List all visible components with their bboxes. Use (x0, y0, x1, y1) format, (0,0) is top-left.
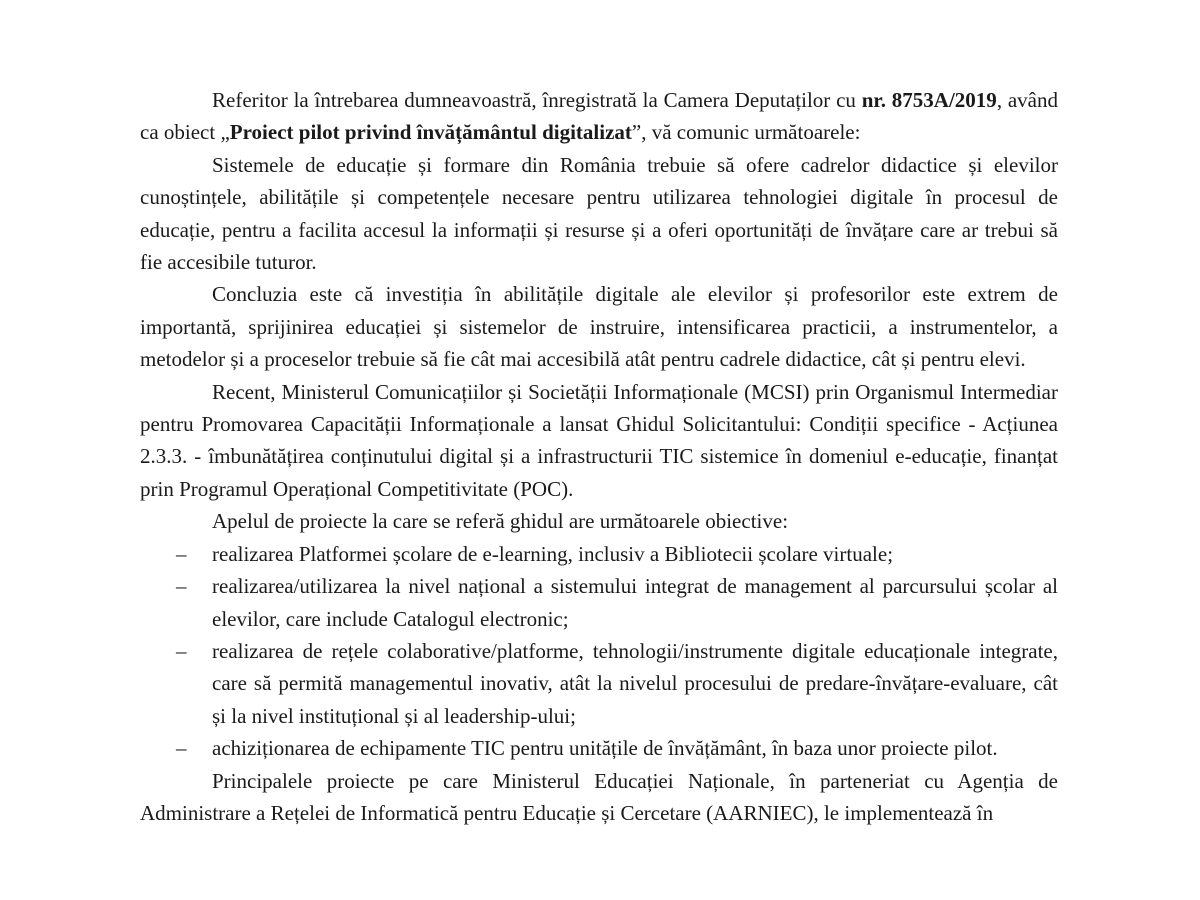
paragraph-mcsi-guide: Recent, Ministerul Comunicațiilor și Societății Informaționale (MCSI) prin Organismul Intermediar pentru Promovarea Capacității Informaționale a lansat Ghidul Solicitantului: Condiții specifice - Acțiunea 2.3.3. - îmbunătățirea conținutului digital și a infrastructurii TIC sistemice în domeniul e-educație, finanțat prin Programul Operațional Competitivitate (POC). (140, 379, 1058, 501)
question-subject: Proiect pilot privind învățământul digitalizat (229, 120, 632, 145)
objective-item (140, 732, 1058, 764)
objective-item (140, 570, 1058, 635)
intro-paragraph (140, 84, 1058, 149)
objective-item (140, 635, 1058, 732)
objective-text: realizarea Platformei școlare de e-learning, inclusiv a Bibliotecii școlare virtuale; (212, 541, 894, 566)
dash-bullet-icon: – (176, 574, 187, 599)
paragraph-education-systems: Sistemele de educație și formare din România trebuie să ofere cadrelor didactice și elevilor cunoștințele, abilitățile și competențele necesare pentru utilizarea tehnologiei digitale în procesul de educație, pentru a facilita accesul la informații și resurse și a oferi oportunități de învățare care ar trebui să fie accesibile tuturor. (140, 152, 1058, 275)
paragraph-main-projects: Principalele proiecte pe care Ministerul Educației Naționale, în parteneriat cu Agenția de Administrare a Rețelei de Informatică pentru Educație și Cercetare (AARNIEC), le implementează în (140, 768, 1058, 825)
intro-suffix: ”, vă comunic următoarele: (631, 120, 861, 145)
objective-text: realizarea de rețele colaborative/platforme, tehnologii/instrumente digitale educaționale integrate, care să permită managementul inovativ, atât la nivelul procesului de predare-învățare-evaluare, cât și la nivel instituțional și al leadership-ului; (212, 638, 1058, 728)
intro-prefix: Referitor la întrebarea dumneavoastră, înregistrată la Camera Deputaților cu (212, 88, 856, 112)
objective-text: realizarea/utilizarea la nivel național a sistemului integrat de management al parcursului școlar al elevilor, care include Catalogul electronic; (212, 574, 1058, 631)
objective-text: achiziționarea de echipamente TIC pentru unitățile de învățământ, în baza unor proiecte pilot. (212, 736, 998, 761)
objective-item (140, 538, 1058, 570)
dash-bullet-icon: – (176, 736, 187, 761)
dash-bullet-icon: – (176, 541, 187, 566)
document-page (140, 84, 1058, 829)
dash-bullet-icon: – (176, 638, 187, 663)
objectives-list (140, 538, 1058, 765)
paragraph-conclusion: Concluzia este că investiția în abilitățile digitale ale elevilor și profesorilor este extrem de importantă, sprijinirea educației și sistemelor de instruire, intensificarea practicii, a instrumentelor, a metodelor și a proceselor trebuie să fie cât mai accesibilă atât pentru cadrele didactice, cât și pentru elevi. (140, 282, 1058, 372)
registration-number: nr. 8753A/2019 (861, 88, 997, 112)
paragraph-objectives-intro: Apelul de proiecte la care se referă ghidul are următoarele obiective: (212, 509, 789, 534)
intro-middle: , având ca obiect „ (140, 88, 1058, 145)
